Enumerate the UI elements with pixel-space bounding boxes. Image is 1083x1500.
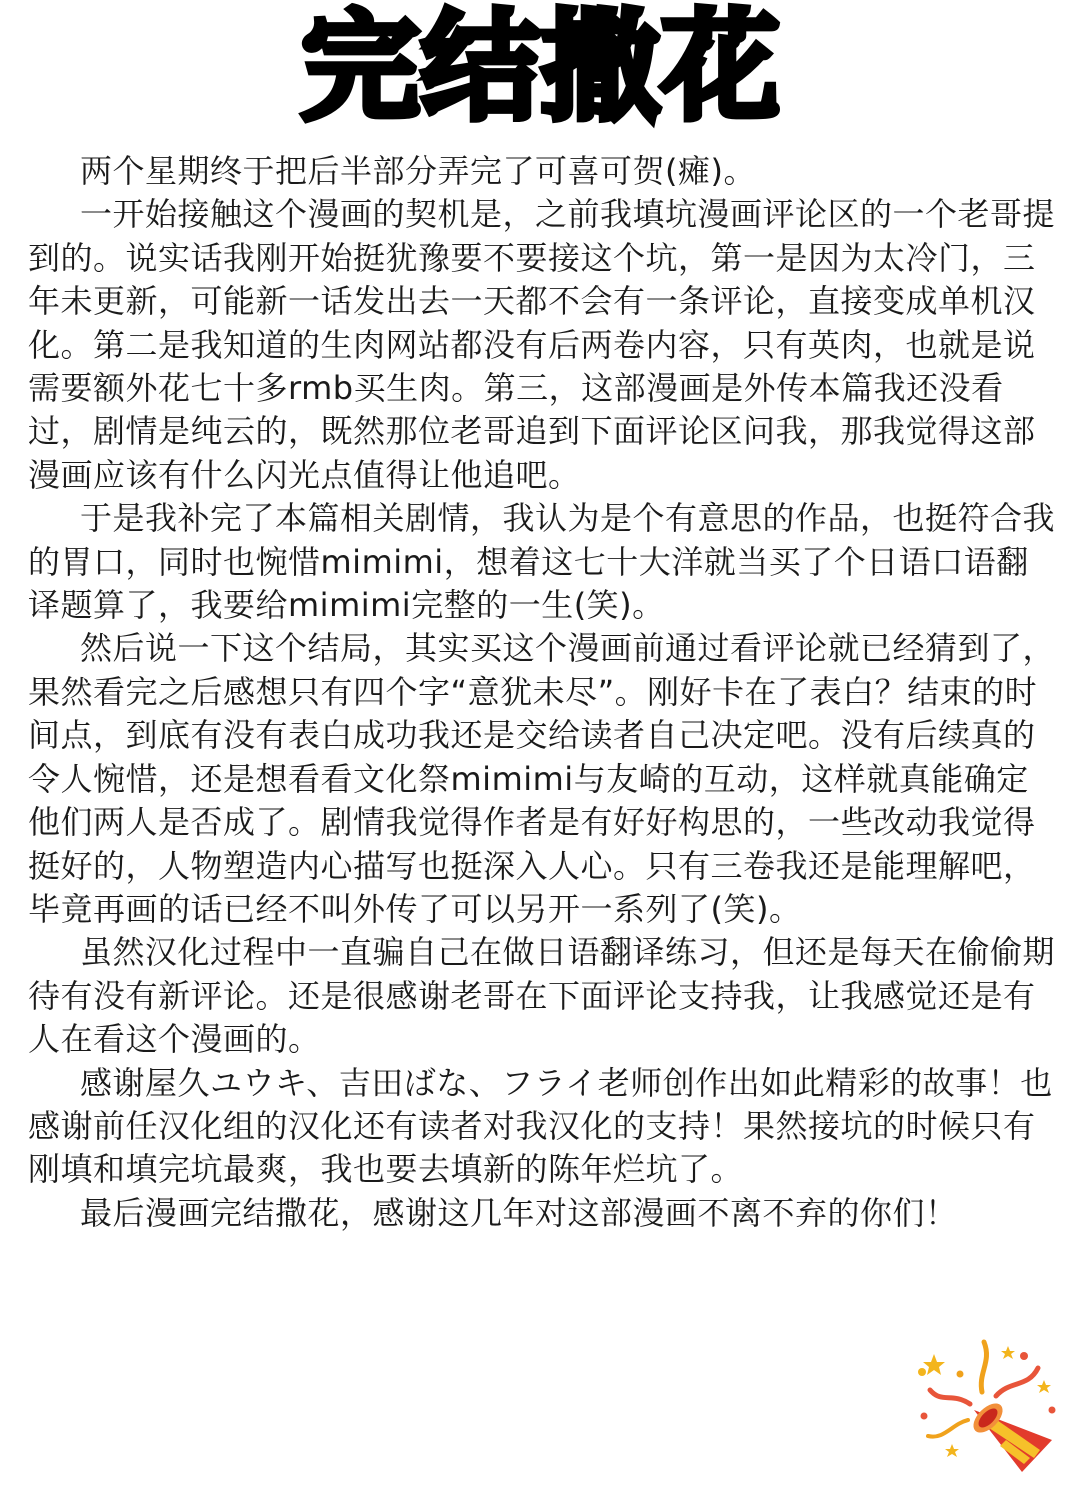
paragraph-4: 然后说一下这个结局，其实买这个漫画前通过看评论就已经猜到了，果然看完之后感想只有四个字“意犹未尽”。刚好卡在了表白？结束的时间点，到底有没有表白成功我还是交给读者自己决定吧。没有后续真的令人惋惜，还是想看看文化祭mimimi与友崎的互动，这样就真能确定他们两人是否成了。剧情我觉得作者是有好好构思的，一些改动我觉得挺好的，人物塑造内心描写也挺深入人心。只有三卷我还是能理解吧，毕竟再画的话已经不叫外传了可以另开一系列了(笑)。	[28, 629, 1056, 928]
page-title: 完结撒花	[301, 0, 782, 136]
paragraph-3: 于是我补完了本篇相关剧情，我认为是个有意思的作品，也挺符合我的胃口，同时也惋惜mimimi，想着这七十大洋就当买了个日语口语翻译题算了，我要给mimimi完整的一生(笑)。	[28, 499, 1056, 625]
paragraph-7: 最后漫画完结撒花，感谢这几年对这部漫画不离不弃的你们！	[80, 1193, 958, 1232]
paragraph-2: 一开始接触这个漫画的契机是，之前我填坑漫画评论区的一个老哥提到的。说实话我刚开始挺犹豫要不要接这个坑，第一是因为太冷门，三年未更新，可能新一话发出去一天都不会有一条评论，直接变成单机汉化。第二是我知道的生肉网站都没有后两卷内容，只有英肉，也就是说需要额外花七十多rmb买生肉。第三，这部漫画是外传本篇我还没看过，剧情是纯云的，既然那位老哥追到下面评论区问我，那我觉得这部漫画应该有什么闪光点值得让他追吧。	[28, 195, 1056, 494]
paragraph-6: 感谢屋久ユウキ、吉田ばな、フライ老师创作出如此精彩的故事！也感谢前任汉化组的汉化还有读者对我汉化的支持！果然接坑的时候只有刚填和填完坑最爽，我也要去填新的陈年烂坑了。	[28, 1063, 1053, 1189]
paragraph-1: 两个星期终于把后半部分弄完了可喜可贺(瘫)。	[80, 152, 756, 190]
party-popper-icon	[912, 1332, 1062, 1482]
paragraph-5: 虽然汉化过程中一直骗自己在做日语翻译练习，但还是每天在偷偷期待有没有新评论。还是很感谢老哥在下面评论支持我，让我感觉还是有人在看这个漫画的。	[28, 933, 1056, 1059]
afterword-body	[28, 150, 1058, 1235]
